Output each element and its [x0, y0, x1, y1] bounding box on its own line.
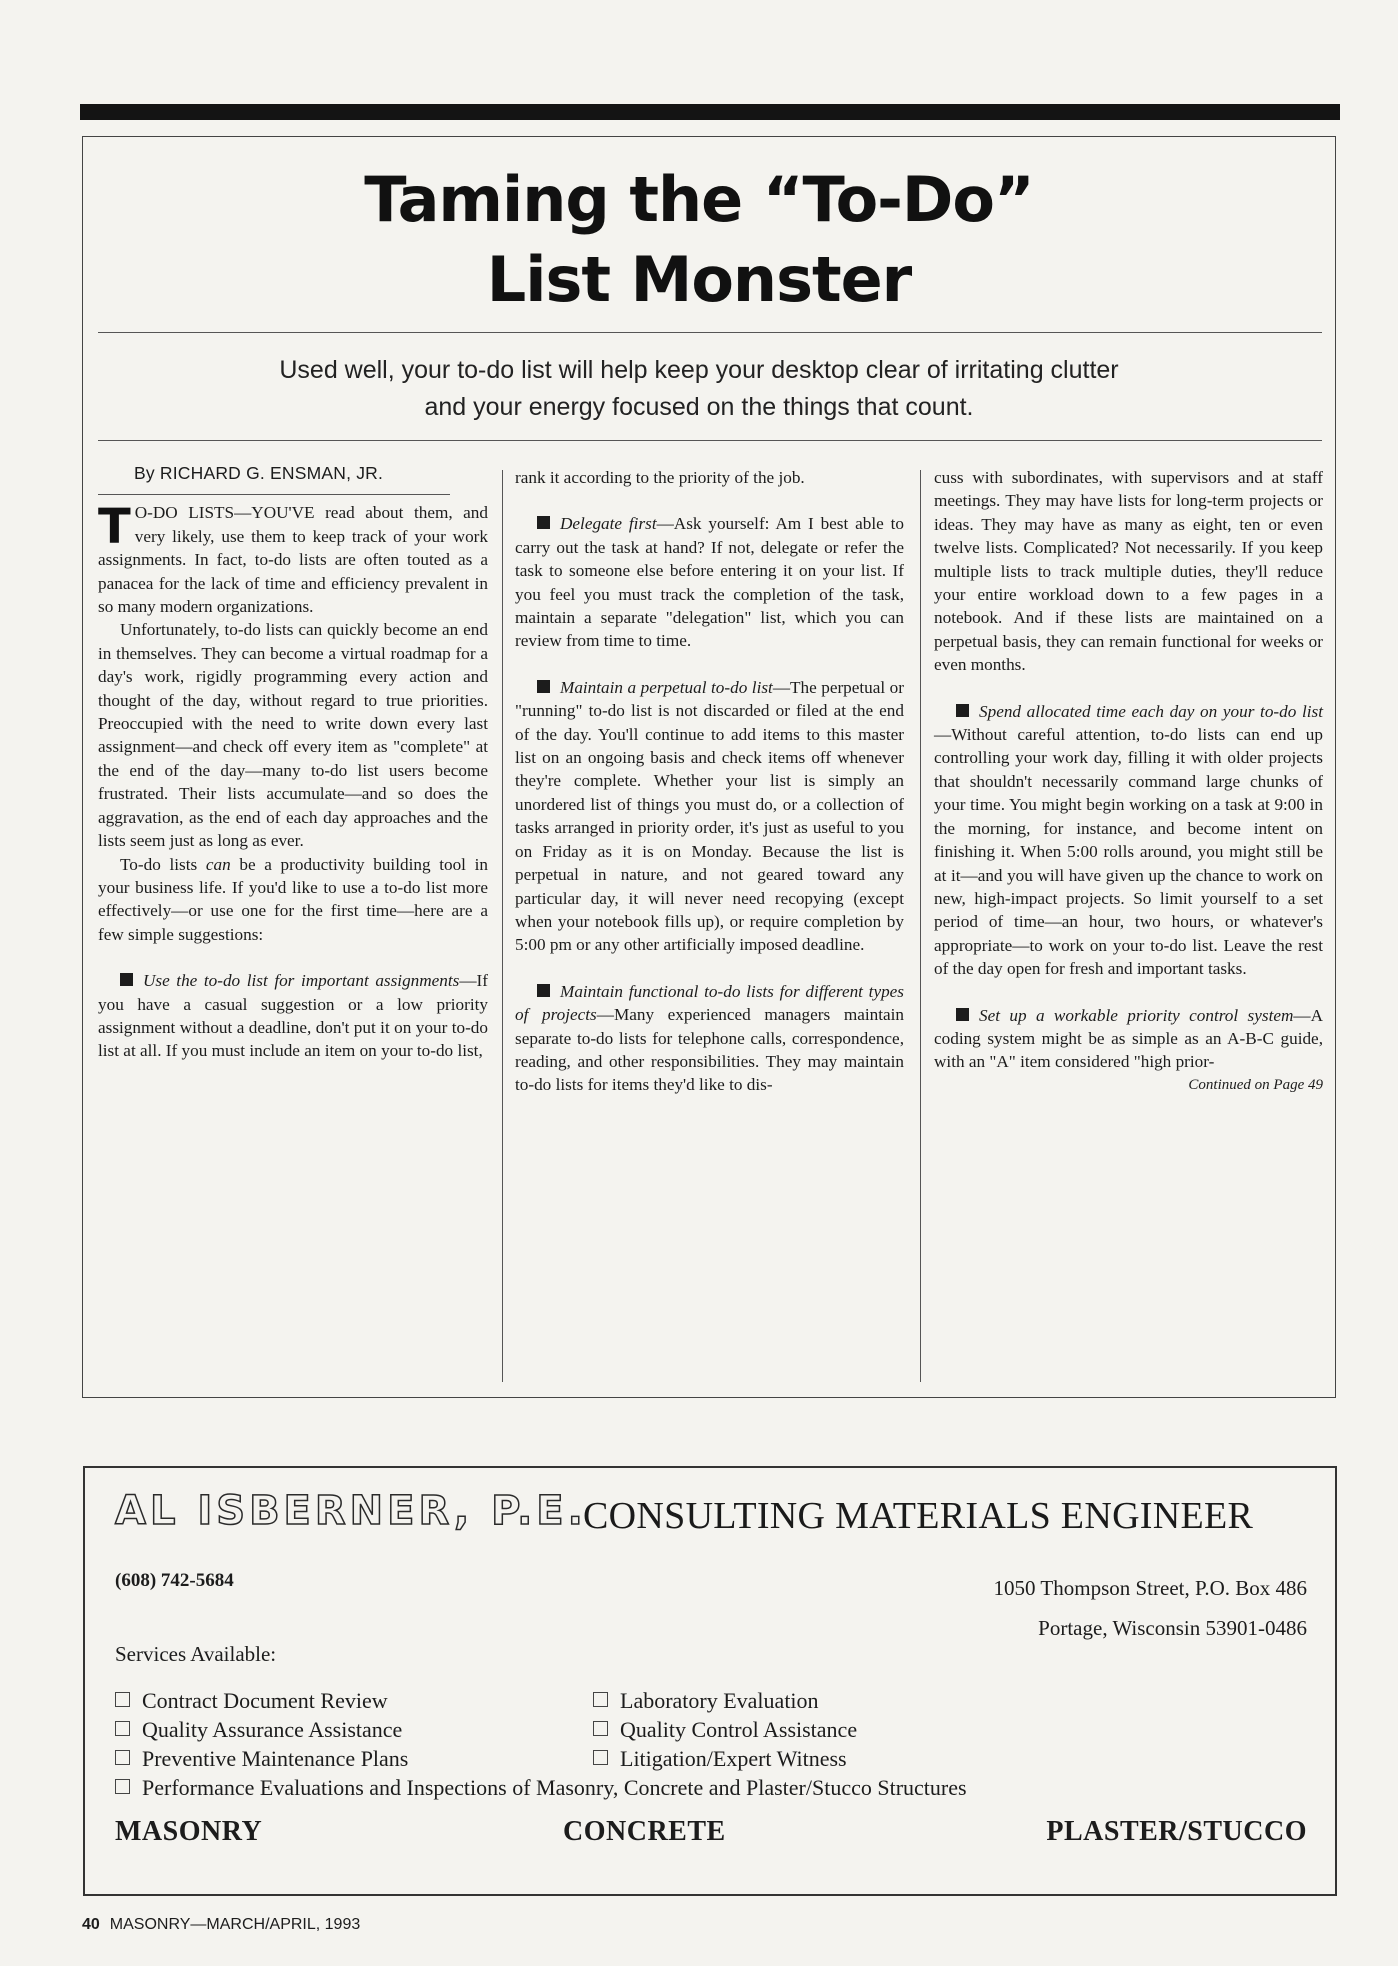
p3-text-b: be a productivity building tool in your business life. If you'd like to use a to-do list more effectively—or use one for the first time—here are a few simple suggestions:	[98, 854, 488, 944]
tip-4-body: —Many experienced managers maintain separate to-do lists for telephone calls, correspondence, reading, and other responsibilities. They may maintain to-do lists for items they'd like to dis-	[515, 1005, 904, 1095]
service-label: Contract Document Review	[142, 1688, 388, 1713]
service-label: Litigation/Expert Witness	[620, 1746, 847, 1771]
tip-1-body: —If you have a casual suggestion or a low priority assignment without a deadline, don't put it on your to-do list at all. If you must include an item on your to-do list,	[98, 971, 488, 1061]
tip-4	[515, 980, 904, 1097]
ad-services-left	[115, 1686, 408, 1773]
subtitle-line-1: Used well, your to-do list will help keep your desktop clear of irritating clutter	[279, 356, 1119, 384]
service-label: Quality Control Assistance	[620, 1717, 858, 1742]
checkbox-icon	[115, 1721, 130, 1736]
article-subtitle	[150, 352, 1248, 426]
tip-5	[934, 700, 1323, 981]
checkbox-icon	[115, 1779, 130, 1794]
article-column-1	[98, 462, 488, 1063]
byline: By RICHARD G. ENSMAN, JR.	[134, 463, 384, 483]
ad-company-name: AL ISBERNER, P.E.	[115, 1488, 587, 1534]
paragraph-3	[98, 853, 488, 947]
subtitle-line-2: and your energy focused on the things that count.	[424, 393, 974, 421]
page-footer	[82, 1916, 360, 1934]
ad-phone: (608) 742-5684	[115, 1570, 234, 1591]
column-separator-2	[920, 470, 921, 1382]
p3-emphasis: can	[205, 854, 231, 874]
service-item	[115, 1773, 967, 1802]
paragraph-2: Unfortunately, to-do lists can quickly become an end in themselves. They can become a virtual roadmap for a day's work, rigidly programming every action and thought of the day, without regard to true priorities. Preoccupied with the need to write down every last assignment—and check off every item as "complete" at the end of the day—many to-do list users become frustrated. Their lists accumulate—and so does the aggravation, as the end of each day approaches and the lists seem just as long as ever.	[98, 620, 488, 851]
tip-6	[934, 1004, 1323, 1074]
tip-2-title: Delegate first	[560, 514, 657, 534]
article-column-2	[515, 466, 904, 1097]
checkbox-icon	[593, 1692, 608, 1707]
tip-6-title: Set up a workable priority control system	[979, 1005, 1294, 1025]
tip-3	[515, 676, 904, 957]
ad-services-label: Services Available:	[115, 1642, 277, 1666]
advertisement-box	[83, 1466, 1337, 1896]
category-plaster-stucco: PLASTER/STUCCO	[1046, 1816, 1307, 1847]
service-label: Performance Evaluations and Inspections of Masonry, Concrete and Plaster/Stucco Structures	[142, 1775, 967, 1800]
square-bullet-icon	[537, 516, 550, 529]
ad-address-line-1: 1050 Thompson Street, P.O. Box 486	[993, 1576, 1307, 1600]
service-label: Laboratory Evaluation	[620, 1688, 819, 1713]
tip-2	[515, 512, 904, 652]
publication-info: MASONRY—MARCH/APRIL, 1993	[109, 1916, 361, 1933]
service-item	[593, 1686, 857, 1715]
ad-services-full	[115, 1773, 967, 1802]
intro-text: O-DO LISTS—YOU'VE read about them, and very likely, use them to keep track of your work assignments. In fact, to-do lists are often touted as a panacea for the lack of time and efficiency prevalent in so many modern organizations.	[98, 503, 488, 617]
square-bullet-icon	[537, 680, 550, 693]
square-bullet-icon	[120, 973, 133, 986]
article-title	[0, 160, 1398, 320]
tip-1-title: Use the to-do list for important assignments	[143, 971, 460, 991]
column-separator-1	[502, 470, 503, 1382]
title-divider	[98, 332, 1322, 333]
service-label: Preventive Maintenance Plans	[142, 1746, 409, 1771]
ad-address	[994, 1568, 1307, 1648]
checkbox-icon	[593, 1750, 608, 1765]
service-item	[593, 1715, 857, 1744]
square-bullet-icon	[956, 704, 969, 717]
checkbox-icon	[593, 1721, 608, 1736]
service-item	[115, 1686, 408, 1715]
service-item	[115, 1715, 408, 1744]
page-number: 40	[82, 1916, 100, 1933]
tip-1	[98, 969, 488, 1063]
drop-cap: T	[98, 499, 131, 556]
title-line-2: List Monster	[486, 243, 912, 316]
checkbox-icon	[115, 1692, 130, 1707]
subtitle-divider	[98, 440, 1322, 441]
tip-3-title: Maintain a perpetual to-do list	[560, 677, 773, 697]
article-column-3	[934, 466, 1323, 1096]
ad-company-title: CONSULTING MATERIALS ENGINEER	[583, 1495, 1254, 1537]
paragraph-intro	[98, 501, 488, 618]
tip-2-body: —Ask yourself: Am I best able to carry out the task at hand? If not, delegate or refer the task to someone else before entering it on your list. If you feel you must track the completion of the task, maintain a separate "delegation" list, which you can review from time to time.	[515, 514, 904, 651]
square-bullet-icon	[537, 984, 550, 997]
tip-3-body: —The perpetual or "running" to-do list is not discarded or filed at the end of the day. You'll continue to add items to this master list on an ongoing basis and check items off whenever they're complete. Whether your list is simply an unordered list of things you must do, or a collection of tasks arranged in priority order, it's just as useful to you on Friday as it is on Monday. Because the list is perpetual in nature, and not geared toward any particular day, it will never need recopying (except when your notebook fills up), or require completion by 5:00 pm or any other artificially imposed deadline.	[515, 677, 904, 955]
p3-text-a: To-do lists	[120, 854, 206, 874]
service-item	[593, 1744, 857, 1773]
tip-4-title: Maintain functional to-do lists for different types of projects	[515, 981, 904, 1025]
category-concrete: CONCRETE	[563, 1816, 726, 1847]
column-3-continuation: cuss with subordinates, with supervisors and at staff meetings. They may have lists for long-term projects or ideas. They may have as many as eight, ten or even twelve lists. Complicated? Not necessarily. If you keep multiple lists to track multiple duties, they'll reduce your entire workload down to a few pages in a notebook. And if these lists are maintained on a perpetual basis, they can remain functional for weeks or even months.	[934, 468, 1323, 675]
top-rule-bar	[80, 104, 1340, 120]
title-line-1: Taming the “To-Do”	[364, 163, 1034, 236]
column-2-continuation: rank it according to the priority of the job.	[515, 468, 805, 487]
tip-6-body: —A coding system might be as simple as an A-B-C guide, with an "A" item considered "high prior-	[934, 1005, 1323, 1072]
square-bullet-icon	[956, 1008, 969, 1021]
ad-services-right	[593, 1686, 857, 1773]
service-item	[115, 1744, 408, 1773]
checkbox-icon	[115, 1750, 130, 1765]
ad-address-line-2: Portage, Wisconsin 53901-0486	[1038, 1616, 1307, 1640]
category-masonry: MASONRY	[115, 1816, 263, 1847]
tip-5-title: Spend allocated time each day on your to-do list	[979, 701, 1323, 721]
continued-on-link[interactable]: Continued on Page 49	[1188, 1076, 1323, 1093]
service-label: Quality Assurance Assistance	[142, 1717, 403, 1742]
tip-5-body: —Without careful attention, to-do lists can end up controlling your work day, filling it with older projects that shouldn't necessarily command large chunks of your time. You might begin working on a task at 9:00 in the morning, for instance, and become intent on finishing it. When 5:00 rolls around, you might still be at it—and you will have given up the chance to work on new, high-impact projects. So limit yourself to a set period of time—an hour, two hours, or whatever's appropriate—to work on your to-do list. Leave the rest of the day open for fresh and important tasks.	[934, 725, 1323, 979]
